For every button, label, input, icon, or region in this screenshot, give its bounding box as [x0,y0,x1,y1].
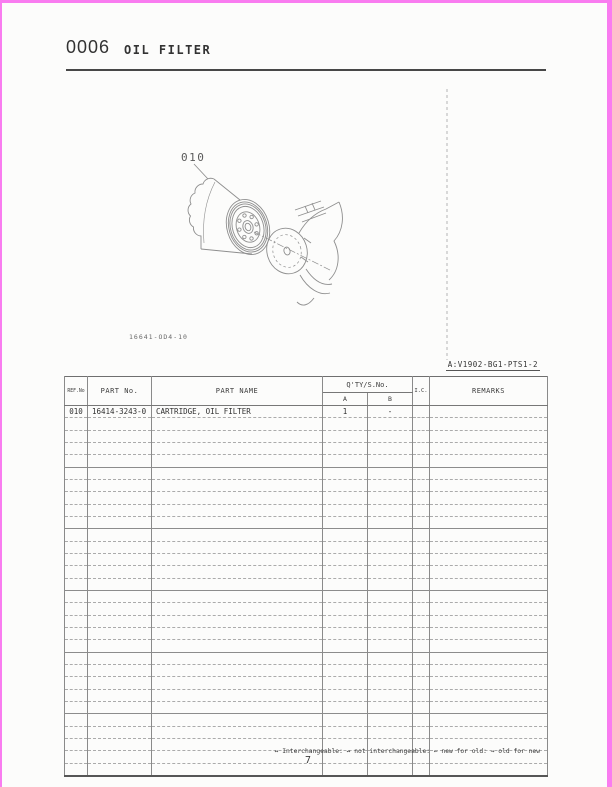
cell-remarks [430,652,548,664]
page-title: OIL FILTER [124,43,212,57]
cell-qty-a [323,430,368,442]
cell-part-no [88,529,152,541]
table-row-empty [65,504,548,516]
cell-ic [413,553,430,565]
cell-remarks [430,529,548,541]
table-row-empty [65,615,548,627]
cell-ref-no [65,677,88,689]
cell-qty-b [368,664,413,676]
cell-qty-a [323,664,368,676]
cell-qty-b [368,516,413,528]
cell-remarks [430,418,548,430]
col-header-remarks: REMARKS [430,377,548,406]
cell-qty-a [323,529,368,541]
cell-part-no [88,467,152,479]
cell-remarks [430,541,548,553]
cell-part-name [152,578,323,590]
cell-part-name [152,430,323,442]
cell-part-no: 16414-3243-0 [88,406,152,418]
cell-part-name [152,529,323,541]
cell-remarks [430,615,548,627]
cell-qty-a [323,714,368,726]
cell-remarks [430,492,548,504]
cell-qty-b [368,640,413,652]
title-rule [66,69,546,71]
table-row-empty [65,578,548,590]
cell-qty-b [368,627,413,639]
cell-part-name [152,541,323,553]
cell-part-no [88,726,152,738]
col-header-qty-b: B [368,393,413,406]
cell-ic [413,566,430,578]
cell-remarks [430,590,548,602]
cell-remarks [430,578,548,590]
cell-remarks [430,726,548,738]
interchangeability-legend: ↔ Interchangeable: ↛ not interchangeable: ← new for old: → old for new [274,748,540,755]
cell-ic [413,479,430,491]
cell-ref-no [65,504,88,516]
cell-ref-no [65,664,88,676]
cell-part-no [88,590,152,602]
cell-part-name [152,652,323,664]
cell-qty-b: - [368,406,413,418]
cell-part-name [152,553,323,565]
table-row [65,406,548,418]
cell-ref-no [65,615,88,627]
cell-part-no [88,492,152,504]
filter-housing-sketch [261,201,342,305]
cell-part-no [88,701,152,713]
cell-ic [413,652,430,664]
cell-ref-no [65,492,88,504]
cell-part-name [152,516,323,528]
cell-remarks [430,504,548,516]
cell-part-no [88,516,152,528]
cell-part-no [88,442,152,454]
cell-remarks [430,640,548,652]
cell-qty-a [323,455,368,467]
cell-part-no [88,603,152,615]
cell-ic [413,492,430,504]
cell-part-no [88,430,152,442]
cell-ref-no [65,430,88,442]
cell-ref-no [65,640,88,652]
cell-remarks [430,664,548,676]
table-row-empty [65,553,548,565]
cell-qty-a [323,590,368,602]
cell-ref-no [65,516,88,528]
cell-ic [413,726,430,738]
cell-remarks [430,603,548,615]
cell-qty-b [368,479,413,491]
cell-part-no [88,677,152,689]
table-row-empty [65,652,548,664]
cell-qty-a [323,418,368,430]
cell-qty-a [323,516,368,528]
table-row-empty [65,627,548,639]
table-row-empty [65,590,548,602]
table-row-empty [65,566,548,578]
table-row-empty [65,677,548,689]
cell-qty-a [323,442,368,454]
cell-qty-b [368,677,413,689]
cell-qty-b [368,529,413,541]
cell-ref-no [65,603,88,615]
cell-qty-b [368,615,413,627]
table-row-empty [65,430,548,442]
cell-ic [413,615,430,627]
parts-table-body [65,406,548,776]
cell-qty-b [368,590,413,602]
cell-qty-a [323,689,368,701]
cell-remarks [430,714,548,726]
cell-remarks [430,566,548,578]
cell-ref-no [65,455,88,467]
cell-ic [413,664,430,676]
cell-part-name [152,467,323,479]
cell-ref-no [65,529,88,541]
cell-ic [413,442,430,454]
cell-remarks [430,430,548,442]
cell-part-no [88,578,152,590]
cell-part-name [152,455,323,467]
cell-qty-b [368,553,413,565]
cell-qty-b [368,652,413,664]
cell-part-name [152,615,323,627]
cell-part-name [152,504,323,516]
cell-ref-no [65,418,88,430]
cell-qty-b [368,442,413,454]
table-row-empty [65,467,548,479]
table-row-empty [65,516,548,528]
cell-ic [413,504,430,516]
cell-qty-b [368,714,413,726]
col-header-part-name: PART NAME [152,377,323,406]
cell-qty-b [368,689,413,701]
table-row-empty [65,714,548,726]
cell-remarks [430,689,548,701]
cell-qty-b [368,430,413,442]
cell-qty-a [323,479,368,491]
cell-ic [413,714,430,726]
cell-part-name [152,418,323,430]
cell-part-no [88,566,152,578]
cell-ref-no [65,627,88,639]
cell-qty-b [368,726,413,738]
cell-qty-a [323,627,368,639]
cell-remarks [430,467,548,479]
cell-part-name [152,689,323,701]
cell-ic [413,627,430,639]
cell-part-no [88,714,152,726]
cell-qty-a [323,578,368,590]
cell-ic [413,689,430,701]
cell-qty-b [368,467,413,479]
cell-part-name [152,479,323,491]
callout-010-label: 010 [181,151,206,164]
cell-ic [413,430,430,442]
table-row-empty [65,640,548,652]
cell-ic [413,455,430,467]
cell-qty-b [368,603,413,615]
cell-ref-no [65,467,88,479]
cell-ref-no [65,701,88,713]
cell-part-no [88,664,152,676]
cell-qty-a [323,553,368,565]
cell-ref-no [65,738,88,750]
cell-qty-b [368,578,413,590]
cell-ref-no [65,553,88,565]
cell-qty-b [368,492,413,504]
cell-part-no [88,627,152,639]
col-header-ic: I.C. [413,377,430,406]
cell-part-name [152,714,323,726]
cell-qty-a [323,615,368,627]
cell-ref-no [65,726,88,738]
cell-part-no [88,615,152,627]
table-row-empty [65,701,548,713]
cell-ic [413,603,430,615]
cell-remarks [430,442,548,454]
cell-ref-no [65,442,88,454]
table-row-empty [65,689,548,701]
section-code: 0006 [66,37,111,57]
cell-qty-a [323,726,368,738]
cell-part-name [152,726,323,738]
cell-ref-no [65,566,88,578]
cell-qty-a [323,504,368,516]
cell-part-name [152,603,323,615]
cell-qty-a [323,701,368,713]
cell-part-name [152,640,323,652]
cell-qty-a [323,603,368,615]
cell-qty-a [323,541,368,553]
cell-qty-b [368,566,413,578]
table-row-empty [65,541,548,553]
cell-ref-no [65,479,88,491]
table-row-empty [65,479,548,491]
col-header-part-no: PART No. [88,377,152,406]
filter-cartridge-sketch [188,178,332,271]
cell-qty-b [368,701,413,713]
cell-ref-no [65,590,88,602]
cell-part-name [152,566,323,578]
cell-remarks [430,516,548,528]
cell-ic [413,406,430,418]
cell-part-no [88,479,152,491]
cell-ic [413,418,430,430]
cell-part-no [88,652,152,664]
col-header-qty-a: A [323,393,368,406]
cell-ref-no: 010 [65,406,88,418]
cell-qty-b [368,541,413,553]
cell-ic [413,516,430,528]
cell-qty-a [323,566,368,578]
cell-remarks [430,455,548,467]
table-row-empty [65,492,548,504]
cell-ic [413,529,430,541]
table-row-empty [65,726,548,738]
cell-part-no [88,553,152,565]
col-header-ref-no: REF.No [65,377,88,406]
table-row-empty [65,418,548,430]
cell-ref-no [65,652,88,664]
col-header-qty: Q'TY/S.No. [323,377,413,393]
cell-remarks [430,677,548,689]
cell-qty-b [368,418,413,430]
cell-qty-a: 1 [323,406,368,418]
cell-remarks [430,406,548,418]
cell-qty-a [323,677,368,689]
cell-part-name [152,677,323,689]
table-row-empty [65,442,548,454]
cell-part-no [88,689,152,701]
cell-part-name [152,627,323,639]
cell-qty-a [323,467,368,479]
cell-part-no [88,504,152,516]
cell-ic [413,701,430,713]
cell-ic [413,590,430,602]
cell-part-no [88,418,152,430]
cell-ref-no [65,714,88,726]
cell-part-name [152,590,323,602]
page-number: 7 [304,755,312,766]
cell-part-name [152,442,323,454]
cell-ic [413,541,430,553]
cell-remarks [430,479,548,491]
model-code: A:V1902-BG1-PTS1-2 [447,360,538,369]
cell-part-no [88,455,152,467]
cell-part-no [88,541,152,553]
parts-table [64,376,548,777]
figure-number: 16641-OD4-10 [129,333,188,341]
cell-qty-a [323,652,368,664]
cell-remarks [430,701,548,713]
cell-part-no [88,738,152,750]
cell-part-no [88,640,152,652]
table-row-empty [65,603,548,615]
cell-remarks [430,553,548,565]
table-row-empty [65,455,548,467]
oil-filter-drawing [60,83,560,363]
cell-ref-no [65,689,88,701]
cell-ref-no [65,578,88,590]
table-row-empty [65,529,548,541]
cell-part-name [152,492,323,504]
cell-qty-b [368,455,413,467]
cell-part-name: CARTRIDGE, OIL FILTER [152,406,323,418]
cell-ic [413,467,430,479]
cell-ic [413,677,430,689]
cell-qty-b [368,504,413,516]
cell-ic [413,640,430,652]
cell-qty-a [323,640,368,652]
table-row-empty [65,664,548,676]
cell-ic [413,578,430,590]
cell-remarks [430,627,548,639]
cell-ref-no [65,541,88,553]
cell-part-name [152,701,323,713]
cell-qty-a [323,492,368,504]
cell-part-name [152,664,323,676]
